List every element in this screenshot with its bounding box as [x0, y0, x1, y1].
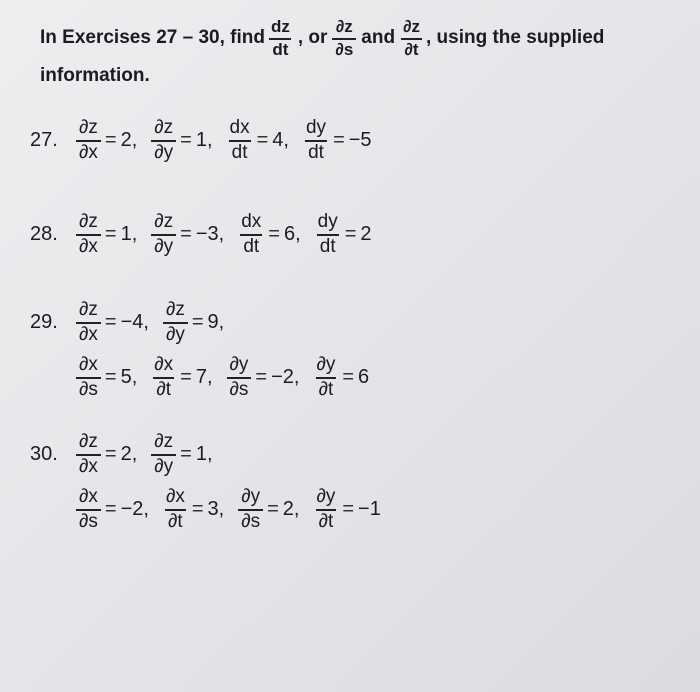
derivative-term [76, 118, 137, 163]
derivative-fraction [76, 118, 101, 163]
fraction-numerator: ∂z [79, 431, 98, 452]
fraction-denominator: ∂y [151, 234, 176, 257]
fraction-denominator: dt [229, 140, 251, 163]
equals-sign: = [180, 222, 192, 245]
fraction-numerator: dx [229, 117, 250, 138]
equals-sign: = [267, 497, 279, 520]
derivative-fraction [227, 355, 252, 400]
equals-sign: = [104, 365, 117, 388]
fraction-denominator: ∂y [163, 322, 188, 345]
derivative-fraction [238, 487, 263, 532]
equals-sign: = [342, 365, 355, 388]
fraction-denominator: ∂x [76, 140, 101, 163]
fraction-numerator: ∂y [316, 485, 336, 507]
derivative-term [151, 432, 212, 477]
derivative-term [76, 212, 137, 257]
fraction-numerator: dy [317, 211, 338, 232]
equals-sign: = [180, 442, 192, 465]
equals-sign: = [191, 310, 204, 333]
fraction-denominator: ∂t [165, 509, 186, 532]
exercise-number: 29. [30, 310, 58, 333]
derivative-term [315, 212, 372, 257]
derivative-term [227, 355, 300, 400]
exercise-item [30, 432, 690, 532]
fraction-numerator: ∂z [154, 117, 174, 138]
derivative-term [163, 487, 224, 532]
derivative-fraction [151, 432, 176, 477]
derivative-fraction [163, 300, 188, 345]
derivative-term [238, 487, 299, 532]
instructions-suffix: , using the supplied [425, 27, 605, 49]
derivative-value: −1 [358, 497, 381, 520]
derivative-value: 2, [282, 497, 300, 520]
equals-sign: = [104, 497, 117, 520]
derivative-value: 4, [272, 128, 289, 151]
fraction-numerator: ∂y [241, 485, 261, 507]
equals-sign: = [342, 497, 355, 520]
derivative-term [227, 118, 289, 163]
derivative-value: −4, [120, 310, 149, 333]
exercise-item [30, 118, 690, 163]
exercise-row [30, 432, 690, 477]
exercise-row [30, 300, 690, 345]
fraction-numerator: ∂z [403, 17, 420, 36]
exercise-row [30, 355, 690, 400]
fraction-denominator: ∂t [316, 377, 337, 400]
fraction-denominator: dt [317, 234, 339, 257]
equals-sign: = [256, 128, 269, 151]
fraction-numerator: ∂z [79, 211, 98, 232]
fraction-denominator: ∂s [332, 38, 356, 59]
fraction-numerator: ∂x [79, 353, 98, 375]
equals-sign: = [268, 222, 280, 245]
instructions-separator-and: and [361, 27, 396, 49]
derivative-fraction [151, 118, 176, 163]
fraction-denominator: ∂s [227, 377, 252, 400]
derivative-fraction [76, 432, 101, 477]
derivative-value: −2, [120, 497, 149, 520]
fraction-denominator: ∂t [316, 509, 337, 532]
derivative-term [76, 300, 149, 345]
derivative-term [76, 487, 149, 532]
fraction-numerator: ∂y [229, 353, 249, 375]
derivative-term [163, 300, 224, 345]
fraction-numerator: dy [305, 117, 327, 138]
equals-sign: = [191, 497, 204, 520]
fraction-numerator: dx [241, 211, 262, 232]
derivative-fraction [313, 487, 338, 532]
equals-sign: = [180, 365, 192, 388]
derivative-term [76, 355, 137, 400]
fraction-numerator: ∂z [154, 431, 174, 452]
fraction-numerator: ∂z [165, 299, 185, 320]
exercise-row [30, 212, 690, 257]
fraction-numerator: ∂x [154, 353, 174, 375]
derivative-fraction [238, 212, 264, 257]
exercise-instructions [40, 18, 680, 87]
fraction-denominator: ∂x [76, 322, 101, 345]
derivative-term [151, 212, 224, 257]
equals-sign: = [104, 310, 117, 333]
derivative-fraction [76, 300, 101, 345]
fraction-denominator: ∂s [238, 509, 263, 532]
derivative-fraction [227, 118, 253, 163]
derivative-value: 2 [360, 222, 372, 245]
equals-sign: = [104, 222, 117, 245]
equals-sign: = [104, 128, 117, 151]
derivative-fraction [76, 355, 101, 400]
instructions-prefix: In Exercises 27 – 30, find [40, 27, 265, 49]
fraction-numerator: ∂z [154, 211, 174, 232]
instructions-line-1 [40, 18, 680, 59]
derivative-term [151, 118, 212, 163]
derivative-fraction [151, 212, 176, 257]
derivative-fraction [303, 118, 329, 163]
derivative-fraction [163, 487, 188, 532]
derivative-value: 2, [120, 442, 138, 465]
fraction-denominator: ∂y [151, 140, 176, 163]
exercise-number: 28. [30, 222, 58, 245]
derivative-value: 5, [120, 365, 138, 388]
exercise-number: 27. [30, 128, 58, 151]
fraction-denominator: ∂t [401, 38, 421, 59]
fraction-denominator: ∂s [76, 377, 101, 400]
derivative-value: −2, [271, 365, 300, 388]
derivative-value: −5 [348, 128, 372, 151]
derivative-fraction [76, 212, 101, 257]
fraction-denominator: ∂s [76, 509, 101, 532]
derivative-value: 1, [120, 222, 138, 245]
fraction-numerator: ∂x [165, 485, 185, 507]
instructions-separator-or: , or [297, 27, 328, 49]
equals-sign: = [333, 128, 345, 151]
fraction-numerator: dz [270, 17, 290, 36]
derivative-term [313, 355, 369, 400]
derivative-term [303, 118, 372, 163]
fraction-numerator: ∂z [79, 299, 98, 320]
fraction-denominator: ∂y [151, 454, 176, 477]
derivative-fraction [313, 355, 338, 400]
fraction-denominator: dt [305, 140, 327, 163]
derivative-value: 3, [207, 497, 225, 520]
fraction-denominator: dt [240, 234, 262, 257]
derivative-value: 6, [283, 222, 301, 245]
equals-sign: = [344, 222, 357, 245]
exercise-row [30, 118, 690, 163]
fraction-dz-dt [268, 18, 293, 59]
derivative-fraction [76, 487, 101, 532]
exercise-row [30, 487, 690, 532]
exercise-number: 30. [30, 442, 58, 465]
derivative-value: −3, [195, 222, 225, 245]
fraction-denominator: ∂x [76, 234, 101, 257]
equals-sign: = [104, 442, 117, 465]
instructions-line-2: information. [40, 64, 150, 86]
fraction-denominator: ∂t [153, 377, 174, 400]
derivative-value: 2, [120, 128, 138, 151]
equals-sign: = [180, 128, 192, 151]
fraction-numerator: ∂z [335, 17, 353, 36]
exercise-item [30, 212, 690, 257]
equals-sign: = [255, 365, 268, 388]
derivative-fraction [315, 212, 341, 257]
fraction-dz-dt-partial [400, 18, 423, 59]
derivative-value: 9, [207, 310, 225, 333]
derivative-value: 1, [195, 442, 213, 465]
fraction-numerator: ∂x [79, 485, 98, 507]
fraction-dz-ds [332, 18, 356, 59]
derivative-value: 6 [358, 365, 370, 388]
derivative-value: 7, [195, 365, 213, 388]
fraction-denominator: dt [269, 38, 291, 59]
exercise-item [30, 300, 690, 400]
derivative-term [76, 432, 137, 477]
derivative-term [238, 212, 300, 257]
derivative-value: 1, [195, 128, 213, 151]
fraction-numerator: ∂z [79, 117, 98, 138]
derivative-fraction [151, 355, 176, 400]
fraction-numerator: ∂y [316, 353, 336, 375]
derivative-term [313, 487, 380, 532]
derivative-term [151, 355, 212, 400]
fraction-denominator: ∂x [76, 454, 101, 477]
